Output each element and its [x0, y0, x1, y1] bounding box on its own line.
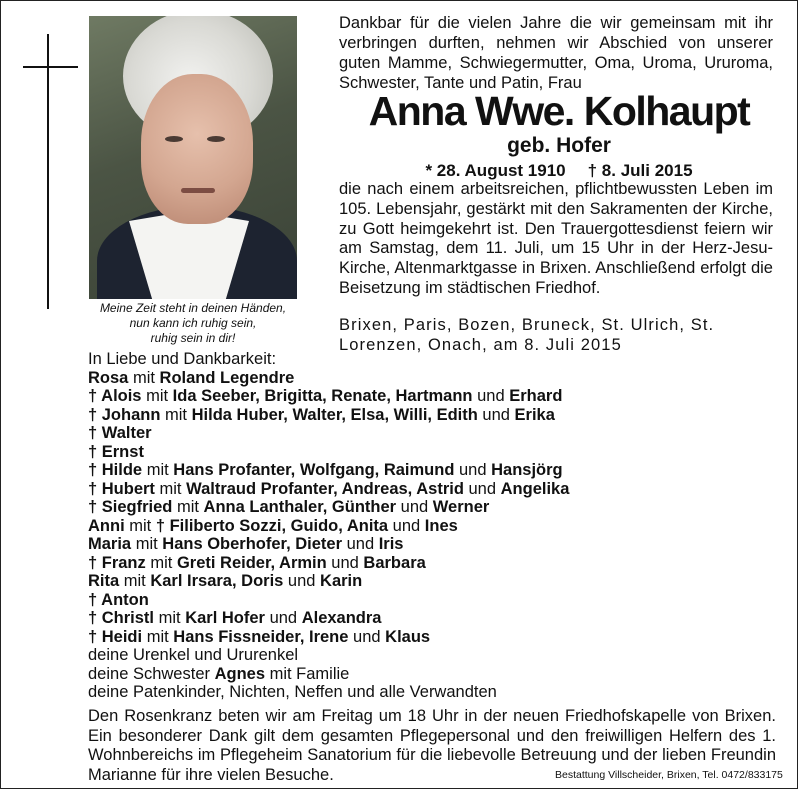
death-date: † 8. Juli 2015	[587, 161, 693, 180]
mourner-connector: und	[388, 516, 425, 535]
mourner-name: † Franz	[88, 553, 146, 572]
mourner-connector: mit	[145, 553, 177, 572]
mourner-connector: und	[477, 405, 515, 424]
mourner-connector: und	[396, 498, 433, 516]
place-date: Brixen, Paris, Bozen, Bruneck, St. Ulrich, St. Lorenzen, Onach, am 8. Juli 2015	[339, 316, 715, 354]
mourner-connector: mit	[172, 498, 204, 516]
mourner-name: Hansjörg	[491, 461, 563, 479]
mourner-name: † Filiberto Sozzi, Guido, Anita	[155, 516, 389, 535]
mourner-name: Erika	[514, 405, 555, 424]
mourner-row	[88, 517, 788, 536]
mourner-connector: deine Patenkinder, Nichten, Neffen und alle Verwandten	[88, 683, 497, 701]
mourner-row	[88, 609, 788, 628]
mourner-connector: mit	[154, 479, 187, 498]
mourner-name: † Walter	[88, 424, 152, 442]
mourner-row	[88, 406, 788, 425]
mourner-row	[88, 554, 788, 573]
mourner-row	[88, 443, 788, 462]
mourner-name: † Christl	[88, 609, 155, 627]
mourner-name: Iris	[378, 535, 404, 553]
mourner-name: † Ernst	[88, 442, 144, 461]
mourner-name: Rita	[88, 572, 120, 590]
mourner-name: Karl Irsara, Doris	[150, 572, 284, 590]
footer-text: Den Rosenkranz beten wir am Freitag um 18 Uhr in der neuen Friedhofskapelle von Brixen. Ein besonderer Dank gilt dem gesamten Pflegepersonal und den freiwilligen Helfern des 1. Wohnbereichs im Pflegeheim Sanatorium für die liebevolle Betreuung und der lieben Freundin Marianne für ihre vielen Besuche.	[88, 707, 776, 784]
mourners-list	[88, 350, 788, 702]
mourner-connector: mit	[119, 572, 151, 590]
mourner-name: † Hilde	[88, 461, 143, 479]
mourner-row	[88, 665, 788, 684]
caption-line: ruhig sein in dir!	[150, 331, 236, 345]
mourner-row	[88, 535, 788, 554]
mourner-name: Ines	[424, 516, 458, 535]
mourner-name: Hans Oberhofer, Dieter	[162, 535, 343, 553]
mourner-connector: mit	[154, 609, 186, 627]
mourner-name: Karin	[320, 572, 363, 590]
mourner-connector: und	[342, 535, 379, 553]
mourner-name: Barbara	[363, 553, 426, 572]
mourner-name: Anni	[88, 516, 125, 535]
mourner-name: Karl Hofer	[185, 609, 265, 627]
mourner-connector: mit	[131, 535, 163, 553]
life-dates	[339, 161, 779, 181]
mourner-connector: mit	[124, 516, 156, 535]
mourner-row	[88, 424, 788, 443]
mourner-connector: mit Familie	[265, 664, 350, 683]
mourner-connector: deine Schwester	[88, 664, 215, 683]
mourner-name: † Alois	[88, 387, 142, 405]
birth-date: * 28. August 1910	[425, 161, 566, 180]
mourner-connector: mit	[160, 405, 192, 424]
mourner-name: † Siegfried	[88, 498, 173, 516]
caption-line: Meine Zeit steht in deinen Händen,	[99, 301, 287, 315]
mourner-connector: und	[463, 479, 501, 498]
caption-line: nun kann ich ruhig sein,	[129, 316, 257, 330]
undertaker-contact: Bestattung Villscheider, Brixen, Tel. 0472/833175	[555, 769, 783, 781]
mourner-name: † Johann	[88, 405, 161, 424]
mourner-name: Klaus	[385, 627, 431, 646]
mourner-name: Ida Seeber, Brigitta, Renate, Hartmann	[172, 387, 473, 405]
mourner-name: Roland Legendre	[159, 368, 295, 387]
mourner-row	[88, 683, 788, 702]
mourner-row	[88, 646, 788, 665]
mourner-connector: und	[326, 553, 364, 572]
mourner-connector: deine Urenkel und Ururenkel	[88, 646, 299, 664]
mourner-row	[88, 387, 788, 406]
mourner-connector: und	[472, 387, 510, 405]
photo-caption	[88, 301, 298, 346]
mourner-row	[88, 369, 788, 388]
mourners-intro: In Liebe und Dankbarkeit:	[88, 350, 277, 368]
mourner-name: Anna Lanthaler, Günther	[203, 498, 397, 516]
life-text: die nach einem arbeitsreichen, pflichtbewussten Leben im 105. Lebensjahr, gestärkt mit den Sakramenten der Kirche, zu Gott heimgekehrt ist. Den Trauergottesdienst feiern wir am Samstag, dem 11. Juli, um 15 Uhr in der Herz-Jesu-Kirche, Altenmarktgasse in Brixen. Anschließend erfolgt die Beisetzung im städtischen Friedhof.	[339, 180, 773, 297]
mourner-connector: und	[454, 461, 492, 479]
mourner-name: Erhard	[509, 387, 563, 405]
mourner-row	[88, 461, 788, 480]
mourner-row	[88, 572, 788, 591]
mourner-name: Hans Profanter, Wolfgang, Raimund	[173, 461, 455, 479]
mourner-row	[88, 480, 788, 499]
mourner-name: Waltraud Profanter, Andreas, Astrid	[186, 479, 464, 498]
mourner-row	[88, 498, 788, 517]
deceased-name: Anna Wwe. Kolhaupt	[368, 88, 750, 134]
mourner-connector: mit	[128, 368, 160, 387]
mourner-name: Rosa	[88, 368, 129, 387]
mourner-connector: und	[283, 572, 321, 590]
mourner-name: Angelika	[500, 479, 570, 498]
maiden-name: geb. Hofer	[507, 134, 611, 157]
mourner-name: Hilda Huber, Walter, Elsa, Willi, Edith	[191, 405, 478, 424]
mourner-row	[88, 628, 788, 647]
mourner-connector: mit	[141, 387, 173, 405]
mourner-name: Maria	[88, 535, 132, 553]
mourner-name: Hans Fissneider, Irene	[173, 627, 349, 646]
mourner-name: Werner	[432, 498, 490, 516]
mourner-name: † Heidi	[88, 627, 143, 646]
mourner-connector: mit	[142, 461, 174, 479]
mourner-name: Agnes	[214, 664, 266, 683]
mourner-row	[88, 591, 788, 610]
mourner-name: Alexandra	[301, 609, 382, 627]
mourner-name: † Anton	[88, 590, 149, 609]
mourner-name: Greti Reider, Armin	[176, 553, 327, 572]
mourner-connector: mit	[142, 627, 174, 646]
mourner-connector: und	[348, 627, 386, 646]
intro-text: Dankbar für die vielen Jahre die wir gemeinsam mit ihr verbringen durften, nehmen wir Abschied von unserer guten Mamme, Schwiegermutter, Oma, Uroma, Ururoma, Schwester, Tante und Patin, Frau	[339, 14, 773, 92]
portrait-photo	[89, 16, 297, 299]
mourner-name: † Hubert	[88, 479, 155, 498]
mourner-connector: und	[264, 609, 302, 627]
